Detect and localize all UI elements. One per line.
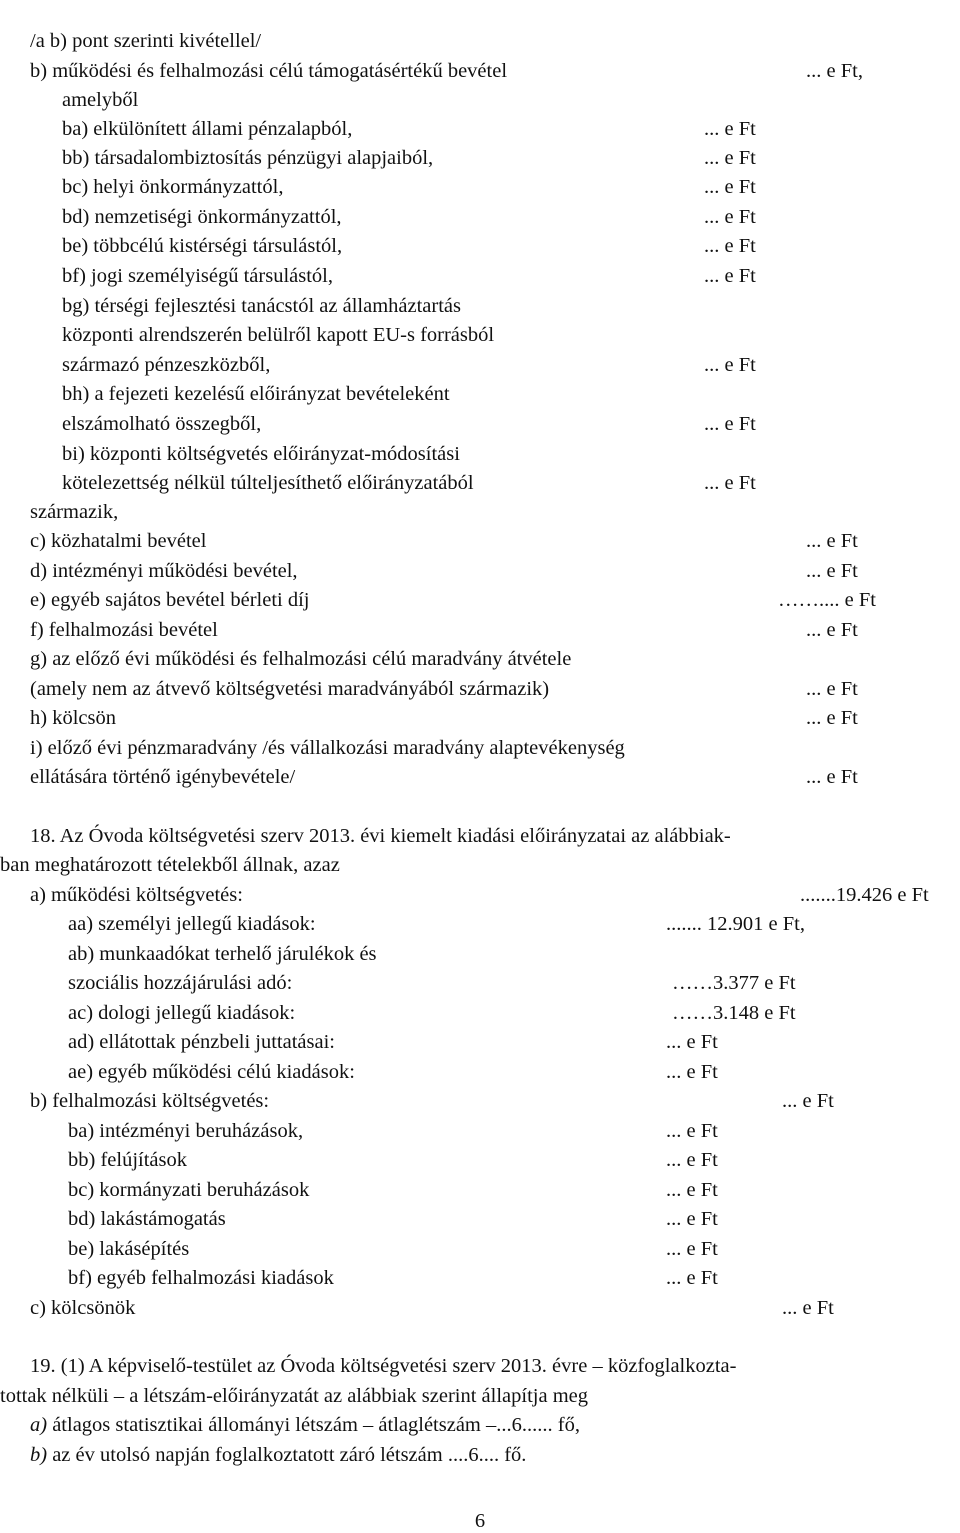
s17-b-amount: ... e Ft, [806,60,863,82]
s19-heading-2: tottak nélküli – a létszám-előirányzatát az alábbiak szerint állapítja meg [0,1385,588,1407]
s18-b-label: b) felhalmozási költségvetés: [30,1090,270,1112]
s17-d-label: d) intézményi működési bevétel, [30,560,298,582]
s19-heading-1: 19. (1) A képviselő-testület az Óvoda költségvetési szerv 2013. évre – közfoglalkozta- [30,1355,737,1377]
s17-bd-label: bd) nemzetiségi önkormányzattól, [62,206,342,228]
s17-bg-amount: ... e Ft [704,354,756,376]
s18-be-label: be) lakásépítés [68,1238,190,1260]
s18-aa-amount: ....... 12.901 e Ft, [666,913,805,935]
s17-e-amount: …….... e Ft [778,589,876,611]
s19-a-line [30,1413,580,1437]
s18-ae-amount: ... e Ft [666,1061,718,1083]
s19-a-text: átlagos statisztikai állományi létszám – átlaglétszám –...6...... fő, [47,1414,580,1436]
s17-bh-label-2: elszámolható összegből, [62,413,262,435]
s18-b-amount: ... e Ft [782,1090,834,1112]
s17-bi-amount: ... e Ft [704,472,756,494]
s18-ac-label: ac) dologi jellegű kiadások: [68,1002,296,1024]
s17-d-amount: ... e Ft [806,560,858,582]
s18-be-amount: ... e Ft [666,1238,718,1260]
s18-bf-amount: ... e Ft [666,1267,718,1289]
s18-bb-label: bb) felújítások [68,1149,187,1171]
s17-g-label-1: g) az előző évi működési és felhalmozási célú maradvány átvétele [30,648,572,670]
s17-b-cont: amelyből [62,89,139,111]
s17-bi-label-2: kötelezettség nélkül túlteljesíthető előirányzatából [62,472,474,494]
page-number: 6 [474,1510,486,1532]
s17-szarmazik: származik, [30,501,119,523]
s18-ac-amount: ……3.148 e Ft [672,1002,796,1024]
s17-i-label-2: ellátására történő igénybevétele/ [30,766,296,788]
s17-bf-amount: ... e Ft [704,265,756,287]
s17-bg-label-3: származó pénzeszközből, [62,354,271,376]
s18-bd-label: bd) lakástámogatás [68,1208,226,1230]
s18-bc-amount: ... e Ft [666,1179,718,1201]
s17-i-amount: ... e Ft [806,766,858,788]
s18-bb-amount: ... e Ft [666,1149,718,1171]
s18-bd-amount: ... e Ft [666,1208,718,1230]
s18-ab-label-1: ab) munkaadókat terhelő járulékok és [68,943,377,965]
s17-bf-label: bf) jogi személyiségű társulástól, [62,265,333,287]
s17-bh-label-1: bh) a fejezeti kezelésű előirányzat bevételeként [62,383,450,405]
s18-ab-label-2: szociális hozzájárulási adó: [68,972,293,994]
s17-bb-amount: ... e Ft [704,147,756,169]
s19-b-marker: b) [30,1444,48,1466]
s18-ba-amount: ... e Ft [666,1120,718,1142]
s17-ba-label: ba) elkülönített állami pénzalapból, [62,118,353,140]
s17-b-label: b) működési és felhalmozási célú támogatásértékű bevétel [30,60,508,82]
s18-bc-label: bc) kormányzati beruházások [68,1179,310,1201]
s19-a-marker: a) [30,1414,48,1436]
s17-g-label-2: (amely nem az átvevő költségvetési maradványából származik) [30,678,550,700]
s17-h-amount: ... e Ft [806,707,858,729]
s17-f-amount: ... e Ft [806,619,858,641]
s17-bh-amount: ... e Ft [704,413,756,435]
s17-g-amount: ... e Ft [806,678,858,700]
s17-be-label: be) többcélú kistérségi társulástól, [62,235,343,257]
s18-ad-label: ad) ellátottak pénzbeli juttatásai: [68,1031,335,1053]
s17-ba-amount: ... e Ft [704,118,756,140]
s18-c-label: c) kölcsönök [30,1297,136,1319]
s17-intro: /a b) pont szerinti kivétellel/ [30,30,262,52]
s18-heading-1: 18. Az Óvoda költségvetési szerv 2013. évi kiemelt kiadási előirányzatai az alábbiak- [30,825,731,847]
s18-ab-amount: ……3.377 e Ft [672,972,796,994]
s18-aa-label: aa) személyi jellegű kiadások: [68,913,316,935]
s18-heading-2: ban meghatározott tételekből állnak, azaz [0,854,340,876]
s19-b-text: az év utolsó napján foglalkoztatott záró létszám ....6.... fő. [47,1444,527,1466]
s17-bi-label-1: bi) központi költségvetés előirányzat-módosítási [62,443,460,465]
s17-bb-label: bb) társadalombiztosítás pénzügyi alapjaiból, [62,147,434,169]
s19-b-line [30,1443,526,1467]
s18-ae-label: ae) egyéb működési célú kiadások: [68,1061,355,1083]
s18-ad-amount: ... e Ft [666,1031,718,1053]
s17-bc-amount: ... e Ft [704,176,756,198]
s18-bf-label: bf) egyéb felhalmozási kiadások [68,1267,334,1289]
s17-bc-label: bc) helyi önkormányzattól, [62,176,284,198]
s17-h-label: h) kölcsön [30,707,116,729]
s17-f-label: f) felhalmozási bevétel [30,619,218,641]
s17-e-label: e) egyéb sajátos bevétel bérleti díj [30,589,310,611]
s18-a-amount: .......19.426 e Ft [800,884,929,906]
s17-i-label-1: i) előző évi pénzmaradvány /és vállalkozási maradvány alaptevékenység [30,737,625,759]
s18-c-amount: ... e Ft [782,1297,834,1319]
s17-bg-label-2: központi alrendszerén belülről kapott EU-s forrásból [62,324,495,346]
s18-ba-label: ba) intézményi beruházások, [68,1120,304,1142]
s17-c-label: c) közhatalmi bevétel [30,530,207,552]
s18-a-label: a) működési költségvetés: [30,884,243,906]
s17-bg-label-1: bg) térségi fejlesztési tanácstól az államháztartás [62,295,461,317]
s17-be-amount: ... e Ft [704,235,756,257]
s17-bd-amount: ... e Ft [704,206,756,228]
s17-c-amount: ... e Ft [806,530,858,552]
